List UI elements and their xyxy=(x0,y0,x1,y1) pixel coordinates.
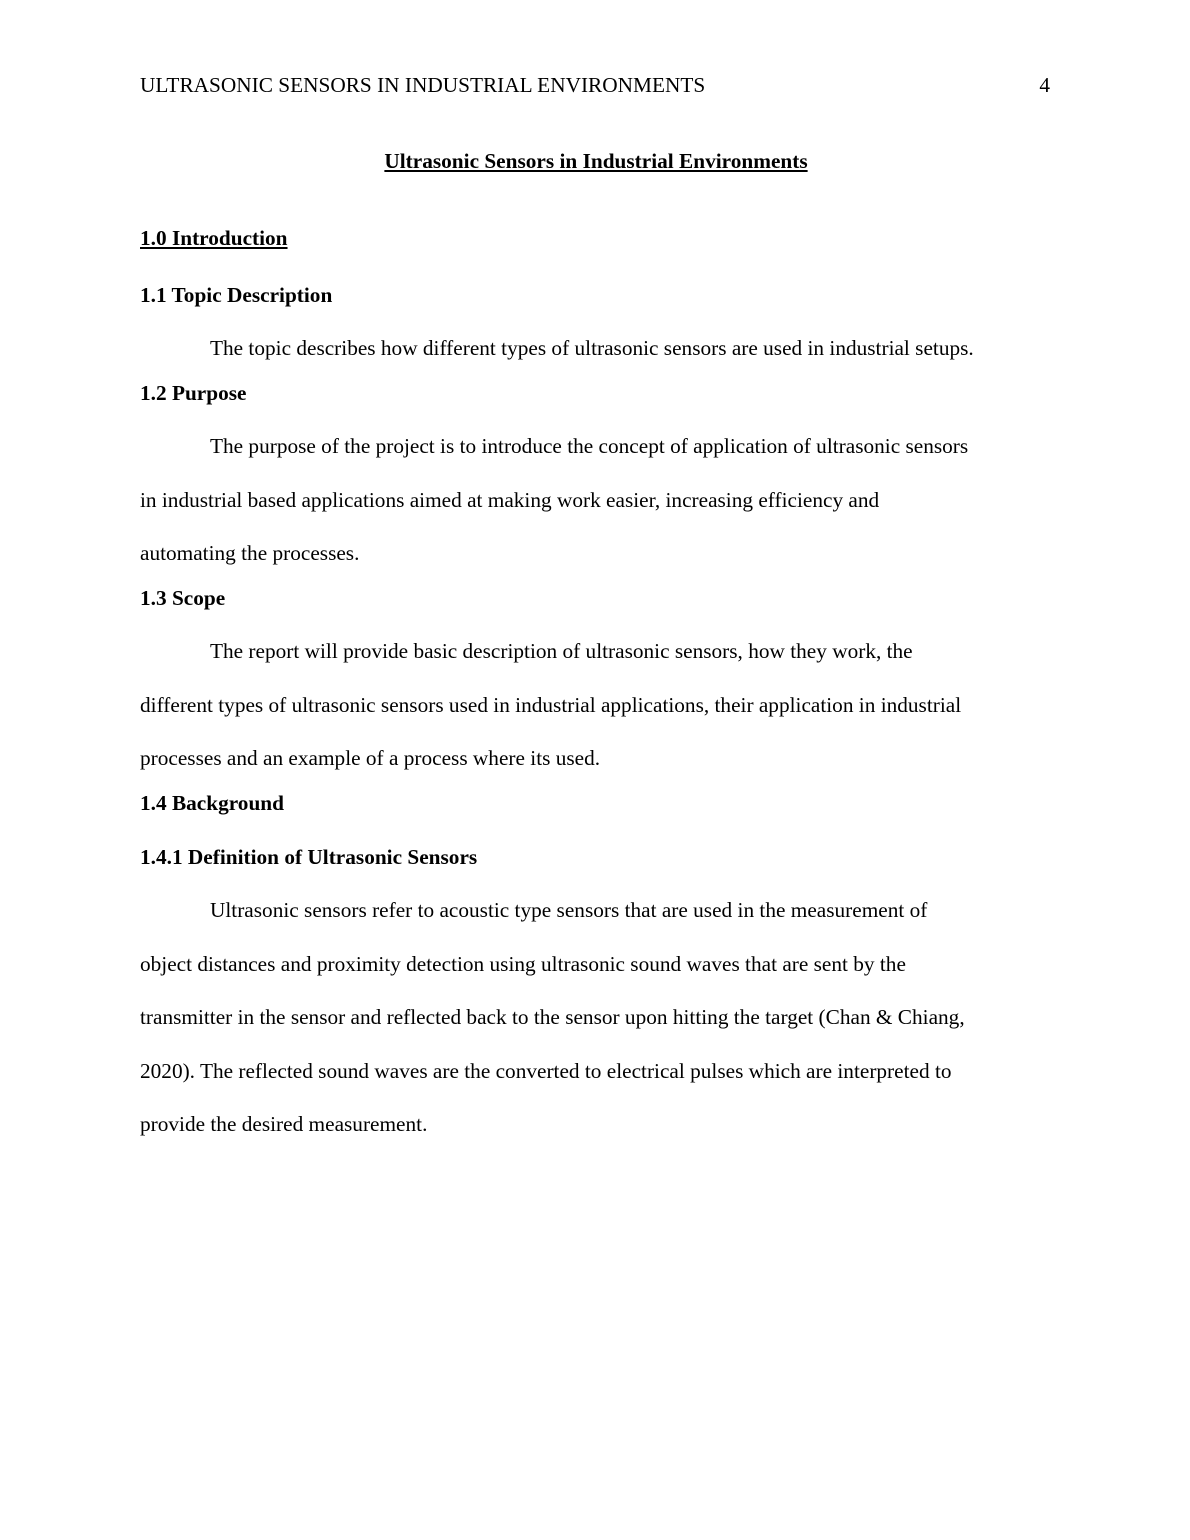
heading-definition: 1.4.1 Definition of Ultrasonic Sensors xyxy=(140,844,478,869)
paragraph-line: processes and an example of a process where its used. xyxy=(140,746,601,771)
paragraph-line: object distances and proximity detection using ultrasonic sound waves that are sent by the xyxy=(140,951,906,976)
heading-topic-description: 1.1 Topic Description xyxy=(140,283,333,307)
running-head-title: ULTRASONIC SENSORS IN INDUSTRIAL ENVIRONMENTS xyxy=(140,73,706,97)
paragraph-line: 2020). The reflected sound waves are the converted to electrical pulses which are interpreted to xyxy=(140,1058,952,1083)
paragraph-line: different types of ultrasonic sensors used in industrial applications, their application in industrial xyxy=(140,692,962,717)
heading-introduction: 1.0 Introduction xyxy=(140,226,288,250)
heading-purpose: 1.2 Purpose xyxy=(140,380,247,405)
document-body xyxy=(140,147,1052,1155)
document-title: Ultrasonic Sensors in Industrial Environments xyxy=(384,149,808,173)
paragraph-line: Ultrasonic sensors refer to acoustic type sensors that are used in the measurement of xyxy=(210,897,928,922)
paragraph-line: transmitter in the sensor and reflected back to the sensor upon hitting the target (Chan & Chiang, xyxy=(140,1005,965,1030)
paragraph-line: The report will provide basic description of ultrasonic sensors, how they work, the xyxy=(210,638,913,663)
heading-background: 1.4 Background xyxy=(140,790,284,815)
paragraph-line: in industrial based applications aimed at making work easier, increasing efficiency and xyxy=(140,487,880,512)
paragraph-scope xyxy=(140,625,1052,786)
paragraph-line: provide the desired measurement. xyxy=(140,1112,428,1137)
paragraph-definition xyxy=(140,884,1052,1152)
page-number: 4 xyxy=(1039,73,1050,97)
running-head xyxy=(140,71,1050,99)
paragraph-line: The topic describes how different types of ultrasonic sensors are used in industrial setups. xyxy=(210,336,974,361)
paragraph-line: The purpose of the project is to introduce the concept of application of ultrasonic sensors xyxy=(210,434,969,458)
heading-scope: 1.3 Scope xyxy=(140,585,226,610)
paragraph-purpose xyxy=(140,420,1052,581)
paragraph-line: automating the processes. xyxy=(140,541,360,566)
paragraph-topic-description xyxy=(140,322,1052,376)
